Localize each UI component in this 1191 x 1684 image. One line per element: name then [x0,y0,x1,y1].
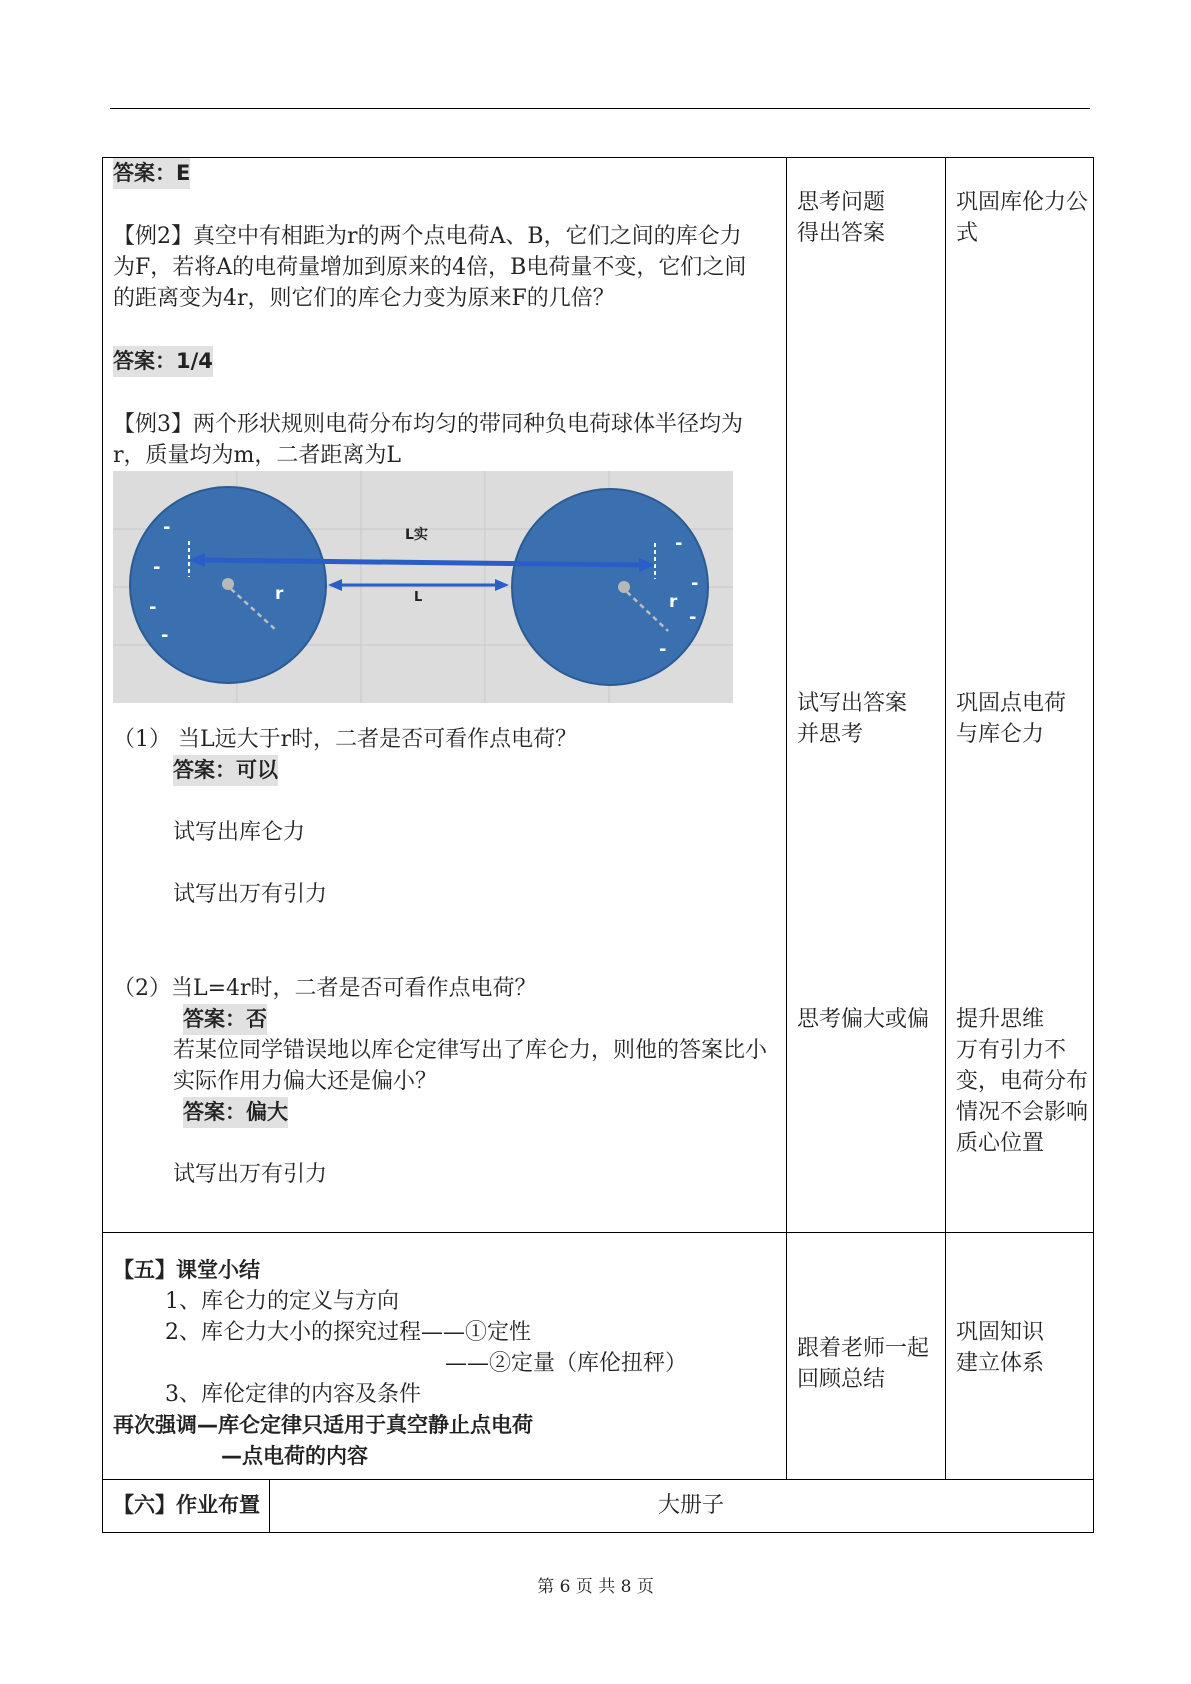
minus-sign: - [691,573,699,594]
question1: （1） 当L远大于r时，二者是否可看作点电荷？ [113,727,578,752]
activity-think-line1: 思考问题 [797,190,886,215]
activity-write-line1: 试写出答案 [797,691,908,716]
purpose-charge-line2: 与库仑力 [956,722,1045,747]
summary-item-2b: ——②定量（库伦扭秤） [445,1351,688,1376]
spheres-diagram [113,471,733,703]
example3-line1: 【例3】两个形状规则电荷分布均匀的带同种负电荷球体半径均为 [113,412,743,437]
summary-activity-line1: 跟着老师一起 [797,1336,930,1361]
summary-cell [103,1233,786,1479]
left-center-dot [222,578,234,590]
purpose-thinking-line3: 变，电荷分布 [956,1069,1089,1094]
homework-content: 大册子 [658,1493,725,1518]
summary-activity-cell [787,1233,945,1479]
summary-emphasis-line1: 再次强调—库仑定律只适用于真空静止点电荷 [113,1413,533,1437]
answer-example2: 答案：1/4 [113,346,213,377]
minus-sign: - [689,607,697,628]
question2: （2）当L=4r时，二者是否可看作点电荷？ [113,976,537,1001]
examples-row [103,158,1094,1233]
purpose-formula-line1: 巩固库伦力公 [956,190,1089,215]
summary-item-1: 1、库仑力的定义与方向 [165,1289,399,1314]
lesson-table [102,157,1094,1533]
minus-sign: - [675,533,683,554]
label-r-right: r [669,592,678,612]
spheres-svg [113,471,733,703]
label-r-left: r [275,584,284,604]
minus-sign: - [659,639,667,660]
purpose-thinking-line1: 提升思维 [956,1007,1045,1032]
page-footer: 第 6 页 共 8 页 [537,1577,654,1597]
homework-row [103,1480,1094,1533]
minus-sign: - [149,597,157,618]
activity-cell [787,158,945,1232]
purpose-thinking-line4: 情况不会影响 [956,1100,1089,1125]
minus-sign: - [163,517,171,538]
activity-bias-line1: 思考偏大或偏 [797,1007,930,1032]
example2-line3: 的距离变为4r，则它们的库仑力变为原来F的几倍？ [113,286,615,311]
summary-emphasis-line2: —点电荷的内容 [221,1444,368,1468]
purpose-thinking-line2: 万有引力不 [956,1038,1067,1063]
label-lshi: L实 [405,527,428,543]
example3-line2: r，质量均为m，二者距离为L [113,443,401,468]
activity-think-line2: 得出答案 [797,221,886,246]
question2-answer2: 答案：偏大 [183,1097,288,1128]
summary-purpose-cell [946,1233,1093,1479]
question2-text-line1: 若某位同学错误地以库仑定律写出了库仑力，则他的答案比小 [173,1038,768,1063]
homework-divider [269,1480,270,1532]
question2-answer: 答案：否 [183,1004,267,1035]
purpose-charge-line1: 巩固点电荷 [956,691,1067,716]
summary-row [103,1233,1094,1480]
right-sphere [512,489,708,685]
answer-e: 答案：E [113,158,190,189]
header-rule [110,108,1090,109]
question2-write-gravity: 试写出万有引力 [173,1162,328,1187]
minus-sign: - [161,625,169,646]
arrow-l-head-right [495,579,509,591]
summary-purpose-line1: 巩固知识 [956,1320,1045,1345]
summary-item-2: 2、库仑力大小的探究过程——①定性 [165,1320,531,1345]
purpose-cell [946,158,1093,1232]
homework-cell [103,1480,1093,1532]
examples-cell [103,158,786,1232]
summary-item-3: 3、库伦定律的内容及条件 [165,1382,421,1407]
example2-line2: 为F，若将A的电荷量增加到原来的4倍，B电荷量不变，它们之间 [113,255,747,280]
homework-heading: 【六】作业布置 [113,1493,260,1517]
minus-sign: - [153,557,161,578]
question1-write-gravity: 试写出万有引力 [173,882,328,907]
activity-write-line2: 并思考 [797,722,864,747]
question1-answer: 答案：可以 [173,755,278,786]
question2-text-line2: 实际作用力偏大还是偏小？ [173,1069,438,1094]
purpose-formula-line2: 式 [956,221,979,246]
label-l: L [414,590,423,605]
summary-heading: 【五】课堂小结 [113,1258,260,1282]
purpose-thinking-line5: 质心位置 [956,1131,1045,1156]
question1-write-coulomb: 试写出库仑力 [173,820,306,845]
example2-line1: 【例2】真空中有相距为r的两个点电荷A、B，它们之间的库仑力 [113,224,742,249]
summary-purpose-line2: 建立体系 [956,1351,1045,1376]
summary-activity-line2: 回顾总结 [797,1367,886,1392]
right-center-dot [618,581,630,593]
arrow-l-head-left [328,579,342,591]
